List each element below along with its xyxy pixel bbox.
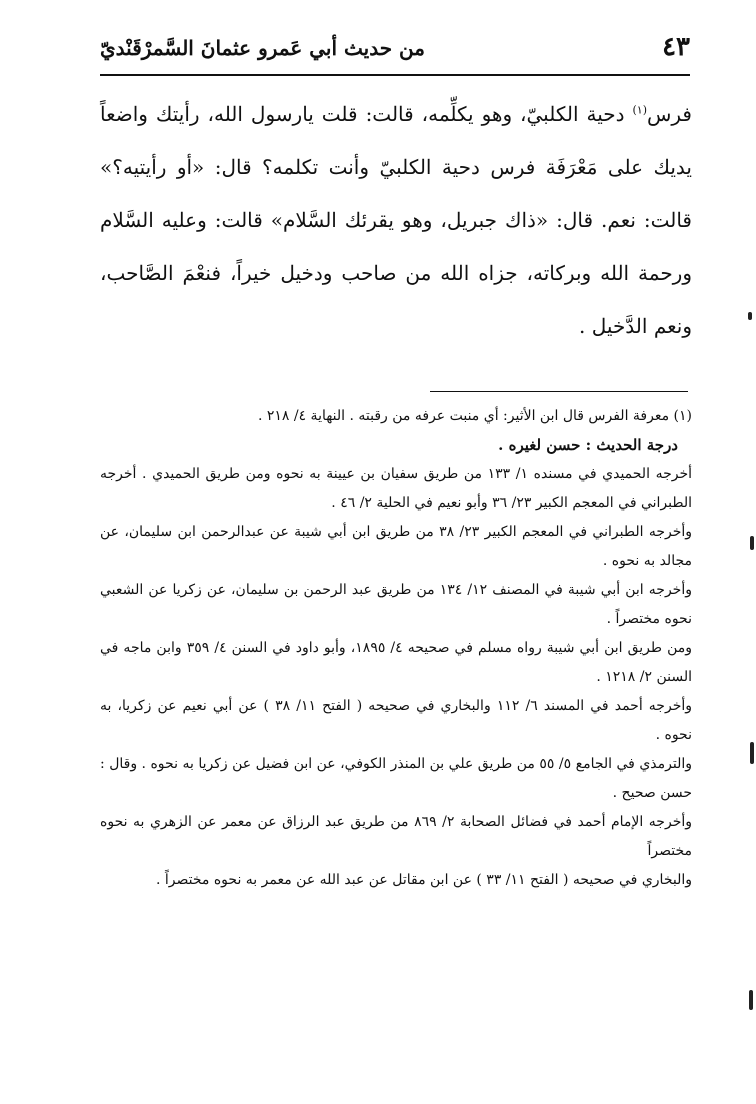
scan-mark [750,742,754,764]
takhrij-entry: ومن طريق ابن أبي شيبة رواه مسلم في صحيحه ٤/ ١٨٩٥، وأبو داود في السنن ٤/ ٣٥٩ وابن ماجه في السنن ٢/ ١٢١٨ . [100,640,693,685]
takhrij-entry: والبخاري في صحيحه ( الفتح ١١/ ٣٣ ) عن ابن مقاتل عن عبد الله عن معمر به نحوه مختصراً . [155,872,692,888]
main-text [100,88,692,353]
page-number: ٤٣ [662,32,690,62]
hadith-grade: درجة الحديث : حسن لغيره . [498,436,678,454]
takhrij-entry: وأخرجه الطبراني في المعجم الكبير ٢٣/ ٣٨ من طريق ابن أبي شيبة عن عبدالرحمن ابن سليمان، عن مجالد به نحوه . [100,524,693,569]
text-before-marker: فرس [646,102,692,126]
hadith-paragraph [100,88,692,353]
scan-mark [750,536,754,550]
takhrij-entry: وأخرجه الإمام أحمد في فضائل الصحابة ٢/ ٨٦٩ من طريق عبد الرزاق عن معمر عن الزهري به نحوه مختصراً [100,814,692,859]
footnote-divider [430,391,688,392]
footnote-marker: (١) [632,103,647,117]
text-after-marker: دحية الكلبيّ، وهو يكلِّمه، قالت: قلت يارسول الله، رأيتك واضعاً يديك على مَعْرَفَة فرس دحية الكلبيّ وأنت تكلمه؟ قال: «أو رأيتيه؟» قالت: نعم. قال: «ذاك جبريل، وهو يقرئك السَّلام» قالت: وعليه السَّلام ورحمة الله وبركاته، جزاه الله من صاحب ودخيل خيراً، فنعْمَ الصَّاحب، ونعم الدَّخيل . [100,102,693,338]
takhrij-entry: وأخرجه أحمد في المسند ٦/ ١١٢ والبخاري في صحيحه ( الفتح ١١/ ٣٨ ) عن أبي نعيم عن زكريا، به نحوه . [100,698,692,743]
takhrij-entry: والترمذي في الجامع ٥/ ٥٥ من طريق علي بن المنذر الكوفي، عن ابن فضيل عن زكريا به نحوه . وقال : حسن صحيح . [100,756,692,801]
page-header [100,30,690,76]
footnote-1: (١) معرفة الفرس قال ابن الأثير: أي منبت عرفه من رقبته . النهاية ٤/ ٢١٨ . [257,408,692,424]
scan-mark [748,312,752,320]
takhrij-entry: أخرجه الحميدي في مسنده ١/ ١٣٣ من طريق سفيان بن عيينة به نحوه ومن طريق الحميدي . أخرجه الطبراني في المعجم الكبير ٢٣/ ٣٦ وأبو نعيم في الحلية ٢/ ٤٦ . [100,466,693,511]
footnotes [100,402,692,895]
takhrij-entry: وأخرجه ابن أبي شيبة في المصنف ١٢/ ١٣٤ من طريق عبد الرحمن بن سليمان، عن زكريا عن الشعبي نحوه مختصراً . [100,582,692,627]
running-title: من حديث أبي عَمرو عثمانَ السَّمرْقَنْديّ [100,36,425,60]
scan-mark [749,990,753,1010]
